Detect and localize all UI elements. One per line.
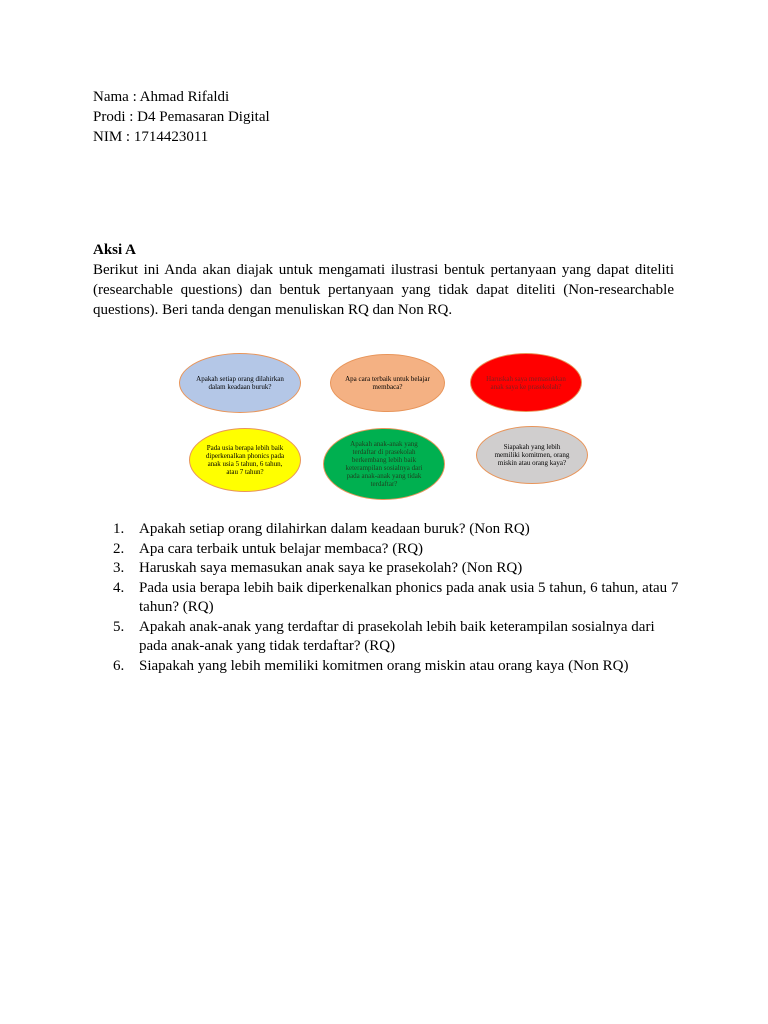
list-item-number: 5. — [113, 618, 125, 635]
question-ellipse-4 — [189, 428, 301, 492]
section-title: Aksi A — [93, 242, 136, 258]
list-item — [113, 540, 683, 560]
question-ellipse-6 — [476, 426, 588, 484]
list-item — [113, 579, 683, 618]
question-ellipse-3 — [470, 353, 582, 412]
list-item-text: Haruskah saya memasukan anak saya ke prasekolah? (Non RQ) — [139, 560, 523, 576]
list-item — [113, 559, 683, 579]
list-item — [113, 520, 683, 540]
list-item-number: 2. — [113, 540, 125, 557]
answer-list — [113, 520, 683, 676]
list-item-text: Apakah anak-anak yang terdaftar di prasekolah lebih baik keterampilan sosialnya dari pada anak-anak yang tidak terdaftar? (RQ) — [139, 618, 655, 654]
student-name: Nama : Ahmad Rifaldi — [93, 89, 230, 105]
student-program: Prodi : D4 Pemasaran Digital — [93, 109, 270, 125]
list-item — [113, 657, 683, 677]
list-item-number: 4. — [113, 579, 125, 596]
question-ellipse-1 — [179, 353, 301, 413]
list-item-text: Apa cara terbaik untuk belajar membaca? (RQ) — [139, 540, 424, 557]
question-ellipse-3-text: Haruskah saya memasukkan anak saya ke prasekolah? — [486, 374, 566, 391]
question-ellipse-6-text: Siapakah yang lebih memiliki komitmen, orang miskin atau orang kaya? — [494, 443, 570, 467]
section-intro: Berikut ini Anda akan diajak untuk mengamati ilustrasi bentuk pertanyaan yang dapat diteliti (researchable questions) dan bentuk pertanyaan yang tidak dapat diteliti (Non-researchable questions). Beri tanda dengan menuliskan RQ dan Non RQ. — [93, 262, 674, 318]
question-ellipse-2 — [330, 354, 445, 412]
question-ellipse-5-text: Apakah anak-anak yang terdaftar di prasekolah berkembang lebih baik keterampilan sosialnya dari pada anak-anak yang tidak terdaftar? — [345, 440, 423, 488]
list-item-text: Pada usia berapa lebih baik diperkenalkan phonics pada anak usia 5 tahun, 6 tahun, atau 7 tahun? (RQ) — [139, 579, 679, 615]
student-id: NIM : 1714423011 — [93, 129, 209, 145]
question-ellipse-2-text: Apa cara terbaik untuk belajar membaca? — [345, 375, 430, 391]
question-ellipse-5 — [323, 428, 445, 500]
list-item-text: Siapakah yang lebih memiliki komitmen orang miskin atau orang kaya (Non RQ) — [139, 657, 629, 674]
list-item-text: Apakah setiap orang dilahirkan dalam keadaan buruk? (Non RQ) — [139, 521, 530, 537]
list-item-number: 1. — [113, 521, 125, 537]
question-ellipse-4-text: Pada usia berapa lebih baik diperkenalkan phonics pada anak usia 5 tahun, 6 tahun, atau 7 tahun? — [205, 444, 285, 476]
question-ellipse-1-text: Apakah setiap orang dilahirkan dalam keadaan buruk? — [196, 375, 284, 391]
list-item-number: 6. — [113, 657, 125, 674]
student-info — [93, 87, 270, 147]
list-item-number: 3. — [113, 560, 125, 576]
activity-section — [93, 240, 674, 320]
list-item — [113, 618, 683, 657]
